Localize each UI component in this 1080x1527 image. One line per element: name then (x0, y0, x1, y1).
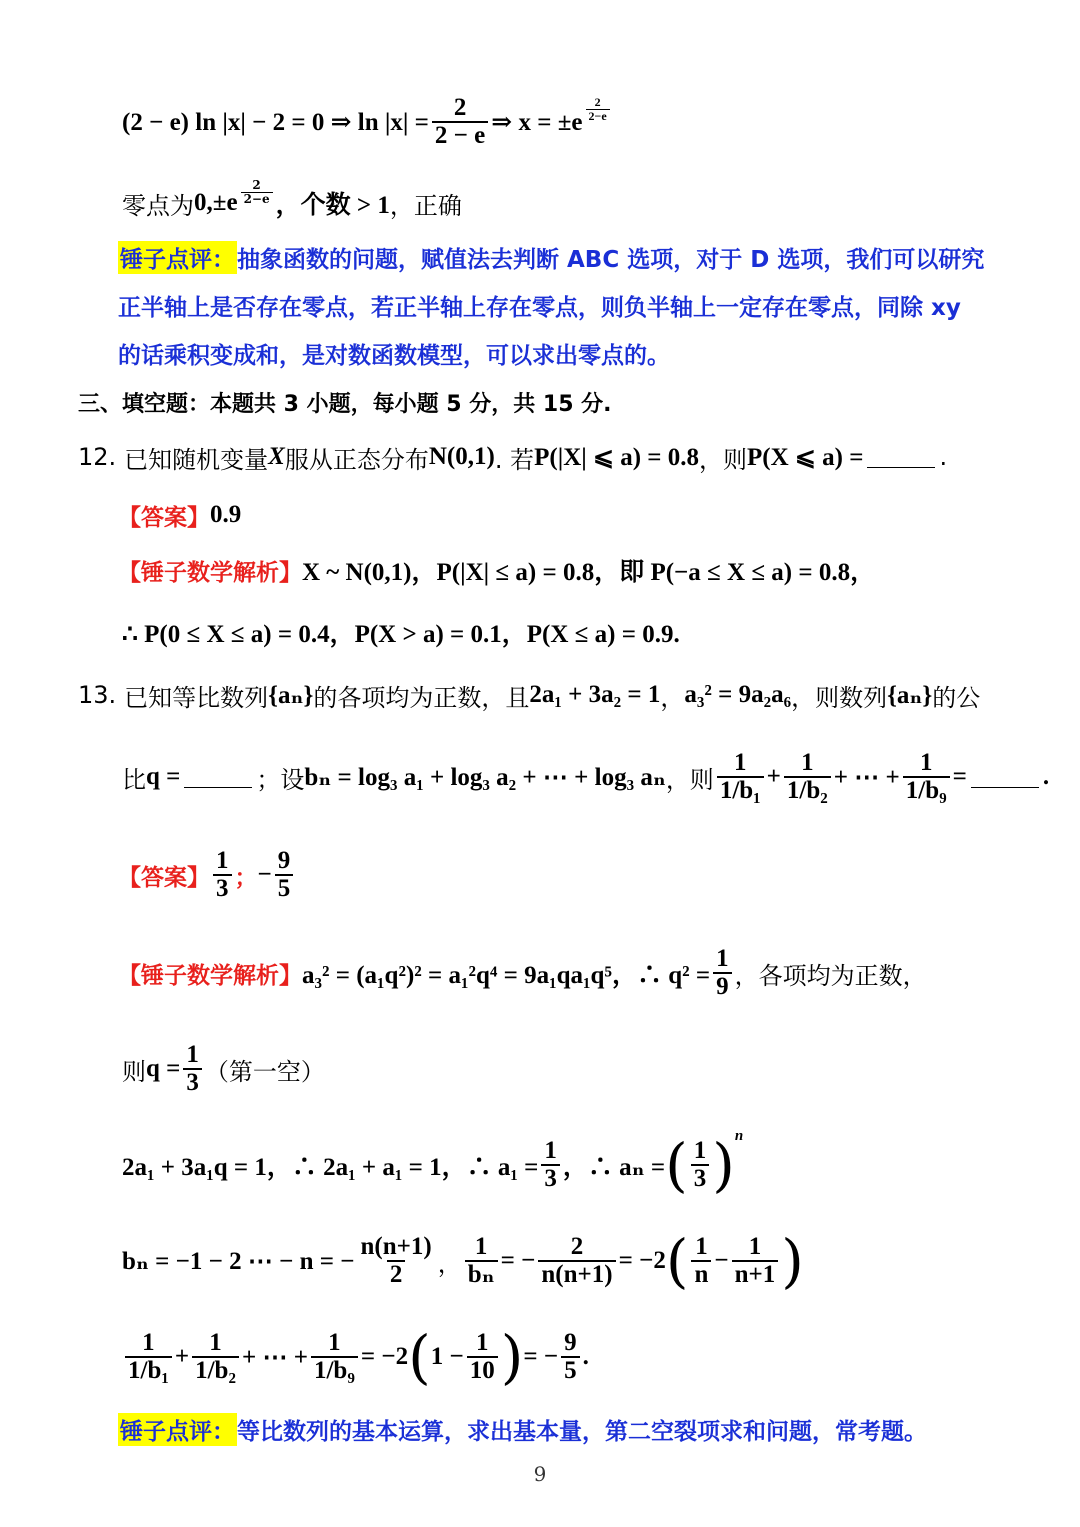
question-13-line-1: 13. 已知等比数列 {aₙ} 的各项均为正数，且 2a₁ + 3a₂ = 1 ， a₃² = 9a₂a₆ ，则数列 {aₙ} 的公 (78, 681, 981, 712)
page-number: 9 (533, 1462, 547, 1486)
q12-analysis-1: 【锤子数学解析】 X ~ N(0,1)，P(|X| ≤ a) = 0.8，即 P(−a ≤ X ≤ a) = 0.8， (118, 550, 875, 590)
comment-line-1: 锤子点评： 抽象函数的问题，赋值法去判断 ABC 选项，对于 D 选项，我们可以研究 (118, 238, 984, 276)
comment-line-2: 正半轴上是否存在零点，若正半轴上存在零点，则负半轴上一定存在零点，同除 xy (118, 294, 961, 321)
comment-2: 锤子点评： 等比数列的基本运算，求出基本量，第二空裂项求和问题，常考题。 (118, 1410, 927, 1448)
q13-analysis-3: 2a₁ + 3a₁q = 1，∴ 2a₁ + a₁ = 1，∴ a₁ = $\frac{1}{3}$ ，∴ aₙ = ( $\frac{1}{3}$ ) n (122, 1128, 744, 1199)
comment-tag: 锤子点评： (118, 1413, 237, 1446)
question-number: 12. (78, 443, 117, 471)
comment-line-3: 的话乘积变成和，是对数函数模型，可以求出零点的。 (118, 342, 670, 369)
comment-tag: 锤子点评： (118, 241, 237, 274)
question-13-line-2: 比 q = ；设 bₙ = log₃ a₁ + log₃ a₂ + ⋯ + log₃ aₙ ，则 $\frac{1}{\text{1/b₁}}$ + $\frac{1}{\text{1/b₂}}$ + ⋯ + $\frac{1}{\text{1/b₉}}$ = . (122, 748, 1050, 804)
equation-lhs: (2 − e) ln |x| − 2 = 0 ⇒ ln |x| = (122, 109, 429, 136)
zero-points-line: 零点为 0,±e $\frac{2}{2-e}$ ，个数 > 1 ，正确 (122, 177, 462, 220)
q12-answer (118, 496, 241, 534)
exponent-fraction: $\frac{2}{2-e}$ (586, 96, 610, 122)
q13-analysis-2: 则 q = $\frac{1}{3}$ （第一空） (122, 1040, 325, 1096)
q12-analysis-2: ∴ P(0 ≤ X ≤ a) = 0.4，P(X > a) = 0.1，P(X ≤ a) = 0.9. (122, 621, 680, 648)
answer-value: 0.9 (210, 501, 242, 528)
answer-tag: 【答案】 (118, 504, 210, 531)
q13-answer: 【答案】 $\frac{1}{3}$ ； − $\frac{9}{5}$ (118, 842, 296, 908)
equation-rhs: ⇒ x = ±e (491, 109, 583, 136)
answer-tag: 【答案】 (118, 864, 210, 891)
section-title: 三、填空题：本题共 3 小题，每小题 5 分，共 15 分. (78, 391, 612, 417)
question-number: 13. (78, 681, 117, 709)
exponent-fraction: $\frac{2}{2-e}$ (241, 179, 273, 205)
analysis-tag: 【锤子数学解析】 (118, 559, 302, 586)
q13-analysis-4: bₙ = −1 − 2 ⋯ − n = − $\frac{n(n+1)}{2}$ ， $\frac{1}{\text{bₙ}}$ = − $\frac{2}{n(n+1)}$ = −2 ( $\frac{1}{n}$ − $\frac{1}{n+1}$ ) (122, 1227, 804, 1295)
analysis-tag: 【锤子数学解析】 (118, 962, 302, 989)
equation-line-1 (122, 92, 613, 152)
answer-blank (867, 447, 935, 468)
question-12: 12. 已知随机变量 X 服从正态分布 N(0,1) . 若 P(|X| ⩽ a) = 0.8 ，则 P(X ⩽ a) = . (78, 443, 948, 474)
fraction: $\frac{2}{2 - e}$ (432, 95, 488, 150)
q13-analysis-5: $\frac{1}{\text{1/b₁}}$ + $\frac{1}{\text{1/b₂}}$ + ⋯ + $\frac{1}{\text{1/b₉}}$ = −2 ( 1 − $\frac{1}{10}$ ) = − $\frac{9}{5}$ . (122, 1320, 589, 1394)
answer-blank (971, 767, 1039, 788)
answer-blank (184, 767, 252, 788)
q13-analysis-1: 【锤子数学解析】 a₃² = (a₁q²)² = a₁²q⁴ = 9a₁qa₁q⁵，∴ q² = $\frac{1}{9}$ ，各项均为正数， (118, 944, 927, 1000)
